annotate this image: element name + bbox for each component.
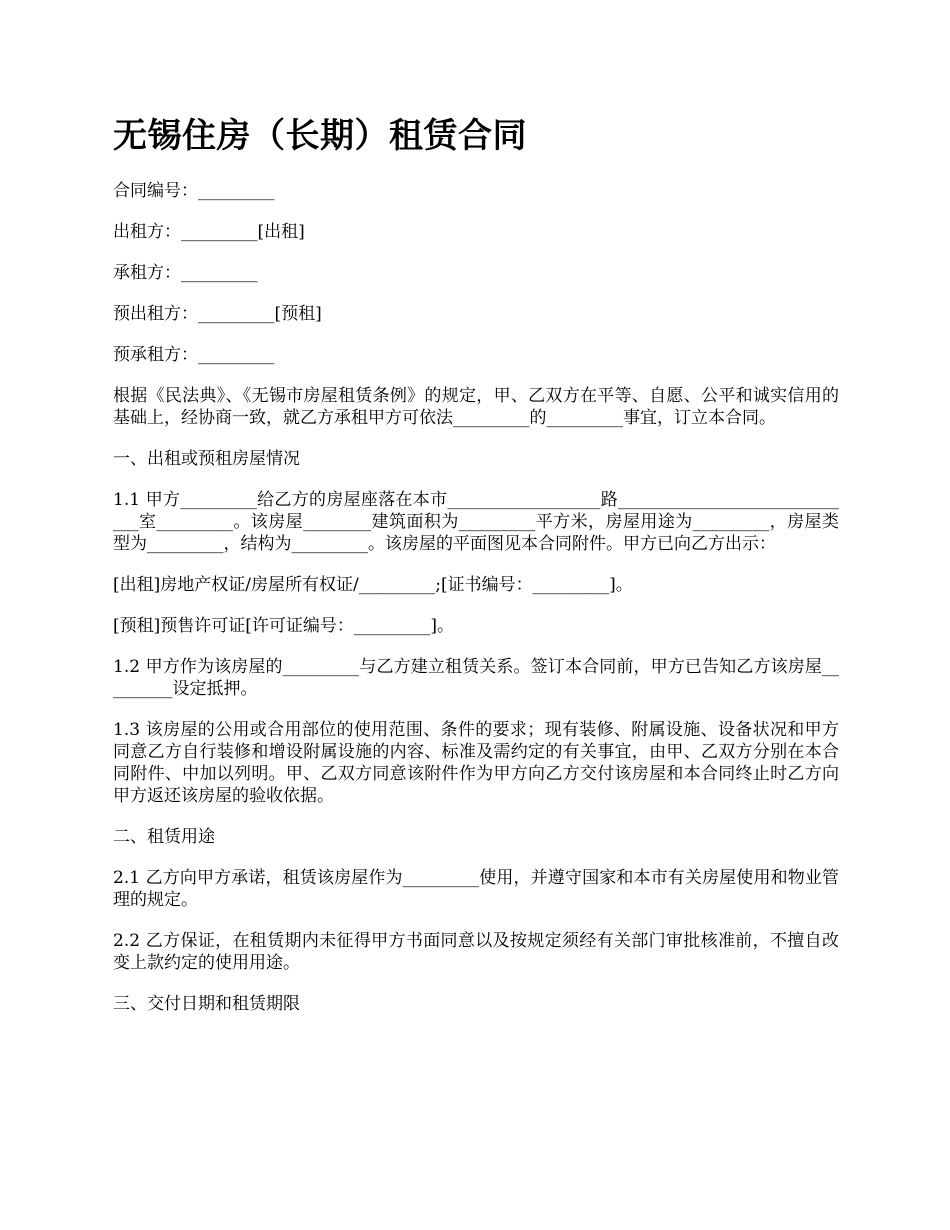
lessee-line: 承租方：_________	[113, 263, 258, 283]
section-heading-2: 二、租赁用途	[113, 827, 215, 847]
clause-1-1: 1.1 甲方_________给乙方的房屋座落在本市__________________路_____________________________室_________。该房屋________建筑面积为_________平方米，房屋用途为_________，房屋类型为_________，结构为_________。该房屋的平面图见本合同附件。甲方已向乙方出示：	[113, 490, 839, 554]
clause-presale-permit: [预租]预售许可证[许可证编号：_________]。	[113, 616, 455, 636]
pre-lessor-line: 预出租方：_________[预租]	[113, 304, 322, 324]
clause-2-1: 2.1 乙方向甲方承诺，租赁该房屋作为_________使用，并遵守国家和本市有关房屋使用和物业管理的规定。	[113, 868, 839, 910]
clause-2-2: 2.2 乙方保证，在租赁期内未征得甲方书面同意以及按规定须经有关部门审批核准前，不擅自改变上款约定的使用用途。	[113, 931, 839, 973]
lessor-line: 出租方：_________[出租]	[113, 222, 305, 242]
section-heading-3: 三、交付日期和租赁期限	[113, 994, 300, 1014]
clause-1-3: 1.3 该房屋的公用或合用部位的使用范围、条件的要求；现有装修、附属设施、设备状况和甲方同意乙方自行装修和增设附属设施的内容、标准及需约定的有关事宜，由甲、乙双方分别在本合同附件、中加以列明。甲、乙双方同意该附件作为甲方向乙方交付该房屋和本合同终止时乙方向甲方返还该房屋的验收依据。	[113, 720, 839, 806]
pre-lessee-line: 预承租方：_________	[113, 345, 275, 365]
preamble-paragraph: 根据《民法典》、《无锡市房屋租赁条例》的规定，甲、乙双方在平等、自愿、公平和诚实信用的基础上，经协商一致，就乙方承租甲方可依法_________的_________事宜，订立本合同。	[113, 386, 839, 428]
contract-number-line: 合同编号：_________	[113, 181, 275, 201]
clause-lease-certificate: [出租]房地产权证/房屋所有权证/_________;[证书编号：_________]。	[113, 575, 633, 595]
document-page	[113, 112, 839, 1034]
document-title: 无锡住房（长期）租赁合同	[113, 116, 527, 156]
section-heading-1: 一、出租或预租房屋情况	[113, 449, 300, 469]
clause-1-2: 1.2 甲方作为该房屋的_________与乙方建立租赁关系。签订本合同前，甲方已告知乙方该房屋_________设定抵押。	[113, 657, 839, 699]
